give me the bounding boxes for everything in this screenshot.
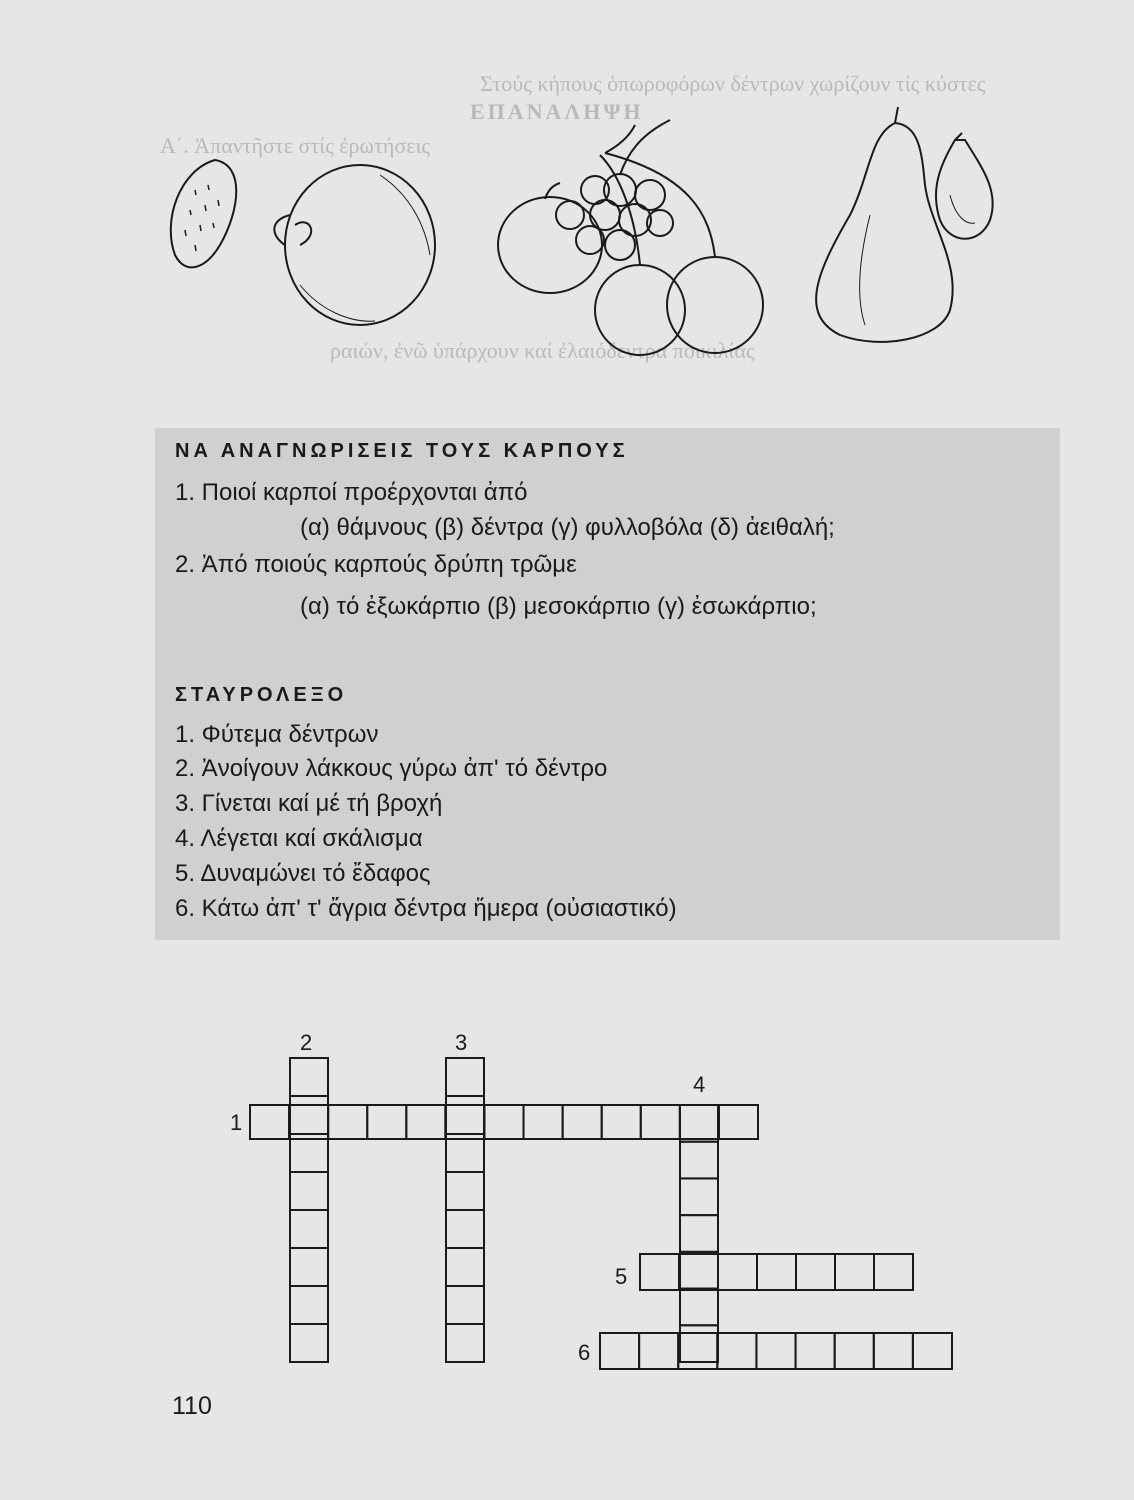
crossword-cell-row-6[interactable] xyxy=(796,1333,835,1369)
crossword-cell-col-4[interactable] xyxy=(680,1142,718,1179)
crossword-cell-col-2[interactable] xyxy=(290,1324,328,1362)
crossword-cell-row-6[interactable] xyxy=(835,1333,874,1369)
clue-1: 1. Φύτεμα δέντρων xyxy=(175,721,379,748)
crossword-cell-row-1[interactable] xyxy=(563,1105,602,1139)
show-through-line: Α΄. Ἀπαντῆστε στίς ἐρωτήσεις xyxy=(160,133,431,158)
crossword-cell-col-2[interactable] xyxy=(290,1172,328,1210)
crossword-cell-col-4[interactable] xyxy=(680,1178,718,1215)
crossword-cell-row-5[interactable] xyxy=(640,1254,679,1290)
crossword-number-6: 6 xyxy=(578,1340,591,1365)
crossword-cell-row-6[interactable] xyxy=(913,1333,952,1369)
page-number: 110 xyxy=(172,1392,212,1420)
show-through-line: ραιών, ἐνῶ ὑπάρχουν καί ἐλαιόδεντρα ποικιλίας xyxy=(330,338,755,363)
crossword-cell-col-4[interactable] xyxy=(680,1325,718,1362)
crossword-cell-row-5[interactable] xyxy=(757,1254,796,1290)
crossword-cell-col-2[interactable] xyxy=(290,1248,328,1286)
crossword-cell-col-2[interactable] xyxy=(290,1286,328,1324)
crossword-cell-row-1[interactable] xyxy=(680,1105,719,1139)
crossword-cell-col-3[interactable] xyxy=(446,1286,484,1324)
crossword-cell-row-1[interactable] xyxy=(602,1105,641,1139)
clue-6: 6. Κάτω ἀπ' τ' ἄγρια δέντρα ἥμερα (οὐσιαστικό) xyxy=(175,895,677,922)
crossword-cell-col-4[interactable] xyxy=(680,1215,718,1252)
crossword-cell-row-5[interactable] xyxy=(874,1254,913,1290)
question-1-options: (α) θάμνους (β) δέντρα (γ) φυλλοβόλα (δ) ἀειθαλή; xyxy=(300,514,835,541)
crossword-number-4: 4 xyxy=(693,1072,706,1097)
crossword-cell-row-6[interactable] xyxy=(600,1333,639,1369)
crossword-cell-row-5[interactable] xyxy=(679,1254,718,1290)
clue-5: 5. Δυναμώνει τό ἔδαφος xyxy=(175,860,431,887)
crossword-cell-col-4[interactable] xyxy=(680,1289,718,1326)
crossword-cell-row-1[interactable] xyxy=(406,1105,445,1139)
crossword-cell-row-5[interactable] xyxy=(718,1254,757,1290)
crossword-cell-row-6[interactable] xyxy=(756,1333,795,1369)
crossword-cell-col-2[interactable] xyxy=(290,1058,328,1096)
clue-4: 4. Λέγεται καί σκάλισμα xyxy=(175,825,423,852)
crossword-cell-col-4[interactable] xyxy=(680,1252,718,1289)
crossword-number-5: 5 xyxy=(615,1264,628,1289)
crossword-cell-row-5[interactable] xyxy=(796,1254,835,1290)
crossword-cell-row-6[interactable] xyxy=(639,1333,678,1369)
crossword-cell-row-6[interactable] xyxy=(717,1333,756,1369)
crossword-cell-col-3[interactable] xyxy=(446,1096,484,1134)
crossword-cell-row-1[interactable] xyxy=(641,1105,680,1139)
crossword-cell-col-3[interactable] xyxy=(446,1058,484,1096)
crossword-number-3: 3 xyxy=(455,1030,468,1055)
show-through-line: Στούς κήπους ὁπωροφόρων δέντρων χωρίζουν τίς κύστες xyxy=(480,71,986,96)
crossword-cell-col-2[interactable] xyxy=(290,1210,328,1248)
crossword-cell-row-6[interactable] xyxy=(874,1333,913,1369)
crossword-cell-col-3[interactable] xyxy=(446,1210,484,1248)
section-title-crossword: ΣΤΑΥΡΟΛΕΞΟ xyxy=(175,684,348,706)
crossword-cell-row-1[interactable] xyxy=(250,1105,289,1139)
question-1: 1. Ποιοί καρποί προέρχονται ἀπό xyxy=(175,479,528,506)
crossword-cell-row-1[interactable] xyxy=(484,1105,523,1139)
crossword-cell-col-3[interactable] xyxy=(446,1324,484,1362)
crossword-cell-row-1[interactable] xyxy=(328,1105,367,1139)
clue-2: 2. Ἀνοίγουν λάκκους γύρω ἀπ' τό δέντρο xyxy=(175,755,608,782)
clue-3: 3. Γίνεται καί μέ τή βροχή xyxy=(175,790,443,817)
crossword-cell-row-1[interactable] xyxy=(524,1105,563,1139)
section-title-recognize-fruits: ΝΑ ΑΝΑΓΝΩΡΙΣΕΙΣ ΤΟΥΣ ΚΑΡΠΟΥΣ xyxy=(175,440,629,462)
crossword-cell-row-5[interactable] xyxy=(835,1254,874,1290)
crossword-number-2: 2 xyxy=(300,1030,313,1055)
crossword-number-1: 1 xyxy=(230,1110,243,1135)
crossword-cell-row-1[interactable] xyxy=(719,1105,758,1139)
crossword-cell-col-2[interactable] xyxy=(290,1096,328,1134)
question-2: 2. Ἀπό ποιούς καρπούς δρύπη τρῶμε xyxy=(175,551,577,578)
crossword-cell-col-3[interactable] xyxy=(446,1172,484,1210)
show-through-heading: ΕΠΑΝΑΛΗΨΗ xyxy=(470,99,644,124)
question-2-options: (α) τό ἐξωκάρπιο (β) μεσοκάρπιο (γ) ἐσωκάρπιο; xyxy=(300,593,817,620)
crossword-cell-row-1[interactable] xyxy=(367,1105,406,1139)
crossword-cell-col-4[interactable] xyxy=(680,1105,718,1142)
crossword-cell-col-3[interactable] xyxy=(446,1248,484,1286)
crossword-cell-row-6[interactable] xyxy=(678,1333,717,1369)
